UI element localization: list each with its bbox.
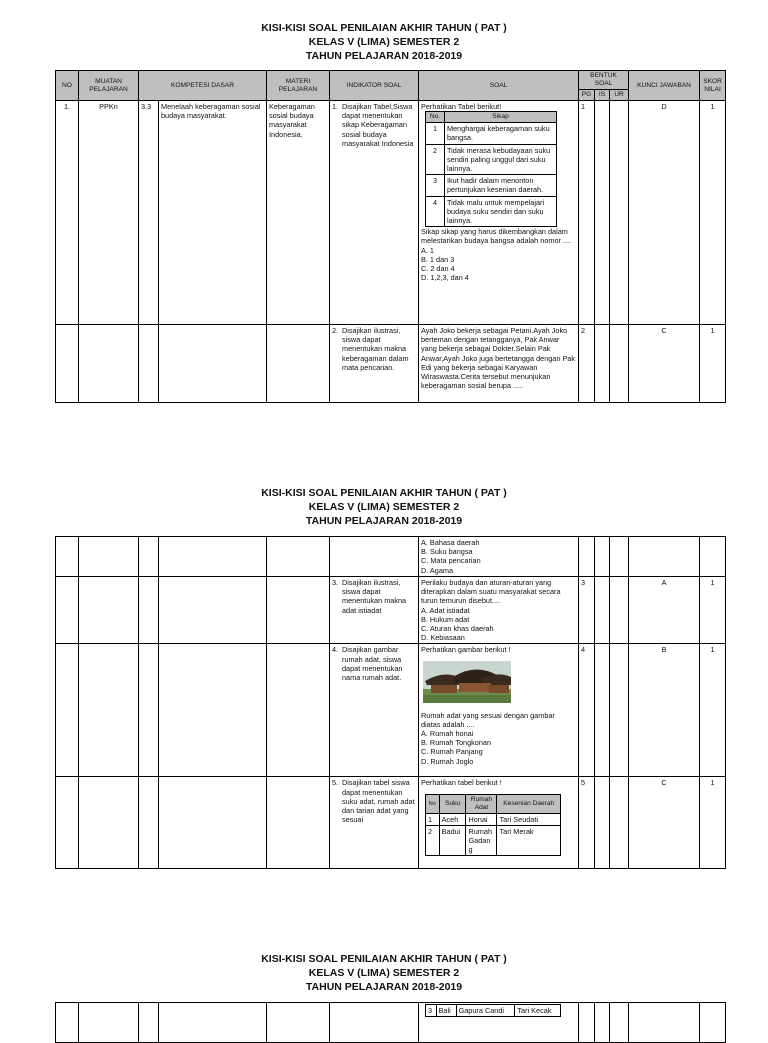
col-soal: SOAL: [419, 71, 579, 101]
row-kunci: B: [629, 644, 700, 777]
row-indikator: 4. Disajikan gambar rumah adat, siswa dapat menentukan nama rumah adat.: [330, 644, 419, 777]
tongkonan-house-image: [423, 661, 511, 703]
row-kd: Menelaah keberagaman sosial budaya masyarakat.: [159, 101, 267, 325]
row-indikator: 2. Disajikan ilustrasi, siswa dapat menentukan makna keberagaman dalam mata pencarian.: [330, 325, 419, 403]
row-kd-no: 3.3: [139, 101, 159, 325]
adat-table-cont: 3 Bali Gapura Candi Tari Kecak: [425, 1004, 561, 1017]
col-muatan: MUATAN PELAJARAN: [79, 71, 139, 101]
row-soal: Perhatikan gambar berikut ! Rumah adat yang sesuai dengan gambar diatas adalah .... A. Rumah honai B. Rumah Tongkonan C. Rumah Panjang D. Rumah Joglo: [419, 644, 579, 777]
row-skor: 1: [700, 644, 726, 777]
table-row: [56, 644, 726, 777]
row-pg: 2: [579, 325, 595, 403]
sikap-table: No. Sikap 1 Menghargai keberagaman suku bangsa. 2 Tidak merasa kebudayaan suku sendiri paling unggul dari suku lainnya. 3 Ikut hadir dalam menonton pertunjukan kesenian daerah. 4 Tidak malu untuk mempelajari budaya suku sendiri dan suku lainnya.: [425, 111, 557, 227]
col-skor: SKOR NILAI: [700, 71, 726, 101]
table-row: [56, 1003, 726, 1043]
row-kunci: C: [629, 777, 700, 869]
adat-table: No Suku Rumah Adat Kesenian Daerah 1 Aceh Honai Tari Seudati 2 Badui Rumah Gadan g Tari Merak: [425, 794, 561, 857]
row-pg: 4: [579, 644, 595, 777]
row-pg: 5: [579, 777, 595, 869]
table-row: [56, 777, 726, 869]
table-row: [56, 101, 726, 325]
col-materi: MATERI PELAJARAN: [267, 71, 330, 101]
col-is: IS: [595, 90, 610, 101]
table-row: [56, 325, 726, 403]
row-soal: Perhatikan tabel berikut ! No Suku Rumah Adat Kesenian Daerah 1 Aceh Honai Tari Seudati 2 Badui Rumah Gadan g Tari Merak: [419, 777, 579, 869]
col-kunci: KUNCI JAWABAN: [629, 71, 700, 101]
row-kunci: A: [629, 577, 700, 644]
option-d: D. 1,2,3, dan 4: [421, 273, 469, 283]
row-soal: [419, 1003, 579, 1043]
row-indikator: 5. Disajikan tabel siswa dapat menentukan suku adat, rumah adat dan tarian adat yang sesuai: [330, 777, 419, 869]
kisi-table-page-1: [55, 70, 726, 403]
table-row: [56, 577, 726, 644]
row-skor: 1: [700, 325, 726, 403]
row-indikator: 1. Disajikan Tabel,Siswa dapat menentukan sikap Keberagaman sosial budaya masyarakat Indonesia: [330, 101, 419, 325]
row-indikator: 3. Disajikan ilustrasi, siswa dapat menentukan makna adat istiadat: [330, 577, 419, 644]
option-b: B. 1 dan 3: [421, 254, 455, 264]
option-a: A. 1: [421, 245, 434, 255]
row-skor: 1: [700, 777, 726, 869]
row-soal: A. Bahasa daerah B. Suku bangsa C. Mata pencarian D. Agama: [419, 537, 579, 577]
header-title: KISI-KISI SOAL PENILAIAN AKHIR TAHUN ( PAT ): [261, 22, 507, 34]
header-year: TAHUN PELAJARAN 2018-2019: [305, 50, 463, 62]
row-muatan: PPKn: [79, 101, 139, 325]
page-1-header: [0, 21, 768, 63]
row-kunci: C: [629, 325, 700, 403]
col-pg: PG: [579, 90, 595, 101]
option-c: C. 2 dan 4: [421, 264, 455, 274]
kisi-table-page-3: [55, 1002, 726, 1043]
row-pg: 3: [579, 577, 595, 644]
page-2-header: KISI-KISI SOAL PENILAIAN AKHIR TAHUN ( PAT ) KELAS V (LIMA) SEMESTER 2 TAHUN PELAJARAN 2018-2019: [261, 487, 507, 527]
kisi-table-page-2: [55, 536, 726, 869]
row-soal: Ayah Joko bekerja sebagai Petani.Ayah Joko berteman dengan tetangganya, Pak Anwar yang bekerja sebagai Dokter.Selain Pak Anwar,Ayah Joko juga bertetangga dengan Pak Edi yang bekerja sebagai Karyawan Wiraswasta.Cerita tersebut menunjukan keberagaman sosial berupa .....: [419, 325, 579, 403]
col-no: NO: [56, 71, 79, 101]
row-no: 1.: [56, 101, 79, 325]
page-3-header: KISI-KISI SOAL PENILAIAN AKHIR TAHUN ( PAT ) KELAS V (LIMA) SEMESTER 2 TAHUN PELAJARAN 2018-2019: [261, 953, 507, 993]
row-soal: Perhatikan Tabel berikut! No. Sikap 1 Menghargai keberagaman suku bangsa. 2 Tidak merasa kebudayaan suku sendiri paling unggul dari suku lainnya. 3 Ikut hadir dalam menonton pertunjukan kesenian daerah. 4 Tidak malu untuk mempelajari budaya suku sendiri dan suku lainnya. Sikap sikap yang harus dikembangkan dalam melestarikan budaya bangsa adalah nomor .... A. 1 B. 1 dan 3 C. 2 dan 4 D. 1,2,3, dan 4: [419, 101, 579, 325]
row-soal: Perilaku budaya dan aturan-aturan yang diterapkan dalam suatu masyarakat secara turun temurun disebut.... A. Adat istiadat B. Hukum adat C. Aturan khas daerah D. Kebiasaan: [419, 577, 579, 644]
header-class: KELAS V (LIMA) SEMESTER 2: [308, 36, 460, 48]
question-text: Sikap sikap yang harus dikembangkan dalam melestarikan budaya bangsa adalah nomor ....: [421, 227, 572, 246]
col-bentuk: BENTUK SOAL: [579, 71, 629, 90]
row-pg: 1: [579, 101, 595, 325]
col-ur: UR: [610, 90, 629, 101]
row-materi: Keberagaman sosial budaya masyarakat Indonesia.: [267, 101, 330, 325]
col-indikator: INDIKATOR SOAL: [330, 71, 419, 101]
col-kd: KOMPETESI DASAR: [139, 71, 267, 101]
row-kunci: D: [629, 101, 700, 325]
table-row: [56, 537, 726, 577]
row-skor: 1: [700, 577, 726, 644]
row-skor: 1: [700, 101, 726, 325]
